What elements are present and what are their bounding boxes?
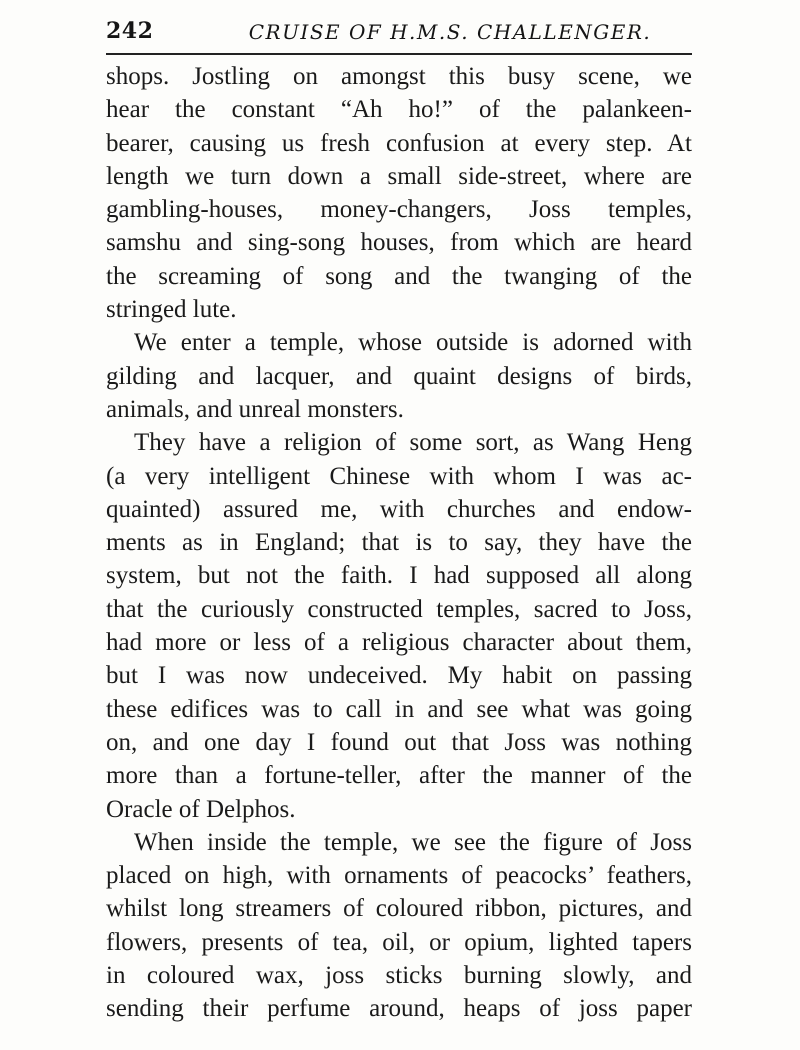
text-line: gilding and lacquer, and quaint designs of birds, bbox=[106, 362, 692, 390]
text-line: (a very intelligent Chinese with whom I was ac- bbox=[106, 462, 692, 490]
text-line: whilst long streamers of coloured ribbon, pictures, and bbox=[106, 895, 692, 923]
running-title: CRUISE OF H.M.S. CHALLENGER. bbox=[248, 20, 652, 44]
text-line: ments as in England; that is to say, they have the bbox=[106, 529, 692, 557]
text-line: quainted) assured me, with churches and endow- bbox=[106, 495, 692, 523]
header-rule bbox=[106, 53, 692, 55]
text-line: shops. Jostling on amongst this busy scene, we bbox=[106, 63, 692, 90]
paragraph bbox=[106, 326, 692, 426]
text-line: these edifices was to call in and see what was going bbox=[106, 695, 692, 723]
text-line: gambling-houses, money-changers, Joss temples, bbox=[106, 196, 692, 224]
paragraph bbox=[106, 426, 692, 826]
text-line: more than a fortune-teller, after the manner of the bbox=[106, 762, 692, 790]
text-line: length we turn down a small side-street, where are bbox=[106, 162, 692, 190]
text-line: When inside the temple, we see the figure of Joss bbox=[134, 828, 692, 856]
text-line: but I was now undeceived. My habit on passing bbox=[106, 662, 692, 690]
page-number: 242 bbox=[106, 18, 154, 44]
text-line: We enter a temple, whose outside is adorned with bbox=[134, 329, 692, 357]
paragraph bbox=[106, 826, 692, 1026]
text-line: the screaming of song and the twanging of the bbox=[106, 262, 692, 290]
text-line: placed on high, with ornaments of peacocks’ feathers, bbox=[106, 862, 692, 890]
text-line: system, but not the faith. I had supposed all along bbox=[106, 562, 692, 590]
body-text bbox=[106, 60, 692, 1026]
text-line: stringed lute. bbox=[106, 296, 237, 324]
text-line: samshu and sing-song houses, from which are heard bbox=[106, 229, 692, 257]
text-line: animals, and unreal monsters. bbox=[106, 395, 404, 423]
text-line: flowers, presents of tea, oil, or opium, lighted tapers bbox=[106, 928, 692, 956]
text-line: on, and one day I found out that Joss was nothing bbox=[106, 728, 692, 756]
text-line: in coloured wax, joss sticks burning slowly, and bbox=[106, 962, 692, 990]
text-line: hear the constant “Ah ho!” of the palankeen- bbox=[106, 96, 692, 124]
paragraph bbox=[106, 60, 692, 326]
page-header bbox=[106, 14, 694, 48]
text-line: They have a religion of some sort, as Wang Heng bbox=[134, 429, 692, 457]
text-line: had more or less of a religious character about them, bbox=[106, 629, 692, 657]
text-line: Oracle of Delphos. bbox=[106, 795, 296, 823]
text-line: that the curiously constructed temples, sacred to Joss, bbox=[106, 595, 692, 623]
text-line: sending their perfume around, heaps of joss paper bbox=[106, 995, 692, 1023]
text-line: bearer, causing us fresh confusion at every step. At bbox=[106, 129, 692, 157]
